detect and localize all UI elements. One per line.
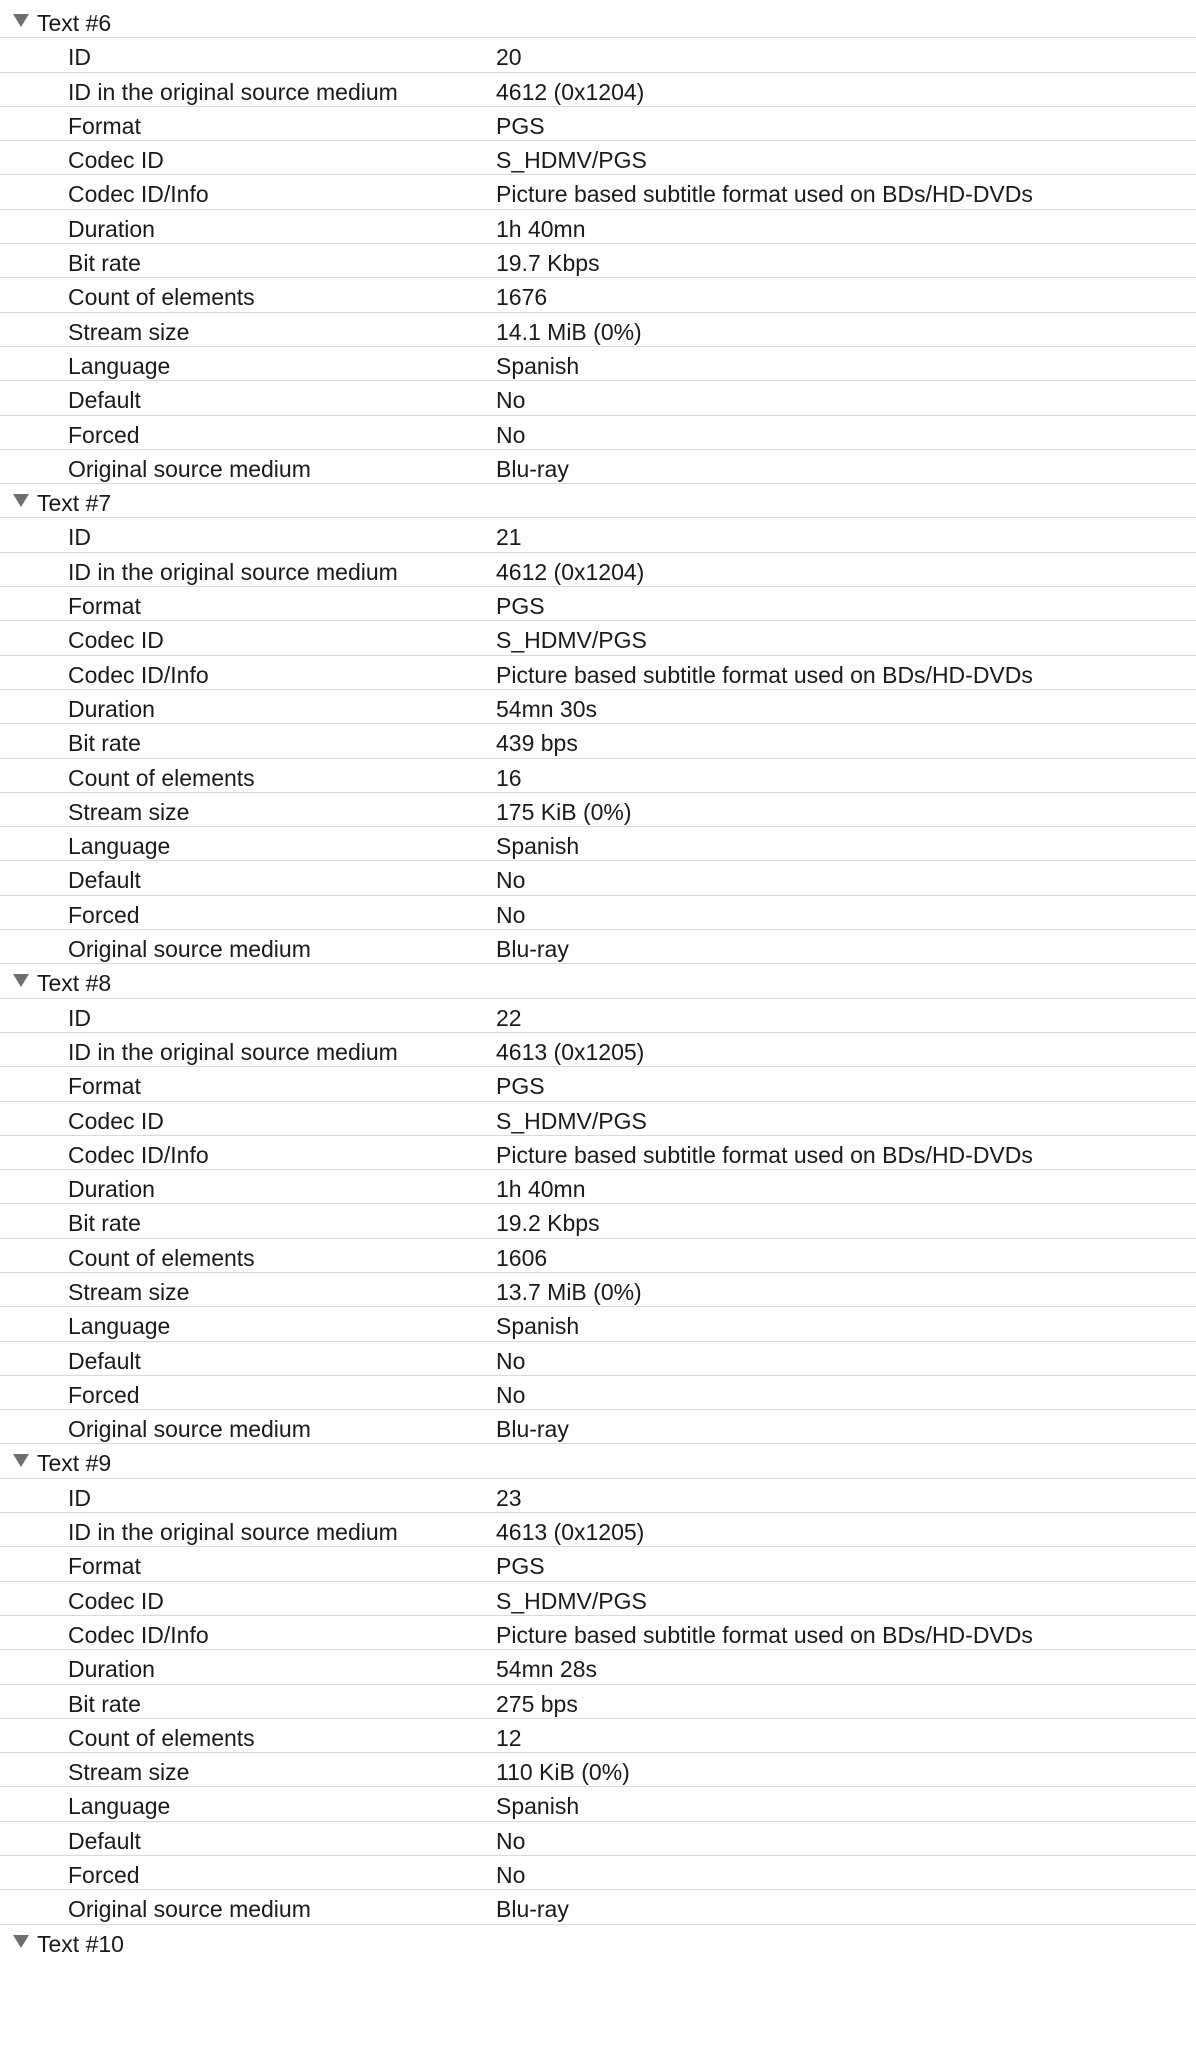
property-key: Original source medium (68, 1896, 311, 1923)
property-row[interactable] (0, 621, 1196, 655)
property-row[interactable] (0, 1273, 1196, 1307)
property-row[interactable] (0, 724, 1196, 758)
disclosure-triangle-icon[interactable] (13, 1454, 29, 1467)
property-value: 4612 (0x1204) (496, 558, 645, 585)
property-row[interactable] (0, 450, 1196, 484)
property-value: 12 (496, 1724, 522, 1751)
property-key: Stream size (68, 318, 190, 345)
property-row[interactable] (0, 861, 1196, 895)
property-value: 1676 (496, 284, 548, 311)
property-key: Codec ID (68, 627, 164, 654)
property-value: PGS (496, 1073, 545, 1100)
property-row[interactable] (0, 518, 1196, 552)
property-value: Spanish (496, 833, 580, 860)
property-key: ID (68, 1004, 91, 1031)
property-row[interactable] (0, 656, 1196, 690)
property-row[interactable] (0, 896, 1196, 930)
property-key: Forced (68, 1381, 140, 1408)
property-row[interactable] (0, 1513, 1196, 1547)
property-key: Duration (68, 1656, 155, 1683)
property-row[interactable] (0, 1204, 1196, 1238)
property-key: Bit rate (68, 250, 141, 277)
disclosure-triangle-icon[interactable] (13, 494, 29, 507)
section-row[interactable] (0, 484, 1196, 518)
property-value: 4613 (0x1205) (496, 1038, 645, 1065)
property-key: Codec ID/Info (68, 1621, 209, 1648)
property-key: Count of elements (68, 1244, 255, 1271)
section-title: Text #6 (37, 10, 112, 36)
property-key: Codec ID/Info (68, 181, 209, 208)
property-key: Count of elements (68, 284, 255, 311)
property-value: S_HDMV/PGS (496, 1107, 647, 1134)
property-value: Picture based subtitle format used on BDs/HD-DVDs (496, 181, 1033, 208)
property-key: Duration (68, 695, 155, 722)
property-key: Language (68, 352, 171, 379)
property-key: Forced (68, 901, 140, 928)
property-key: Default (68, 867, 141, 894)
property-key: ID (68, 44, 91, 71)
property-value: Spanish (496, 1793, 580, 1820)
property-value: PGS (496, 112, 545, 139)
property-value: Blu-ray (496, 455, 569, 482)
property-row[interactable] (0, 1787, 1196, 1821)
property-row[interactable] (0, 999, 1196, 1033)
property-key: Format (68, 112, 141, 139)
property-row[interactable] (0, 759, 1196, 793)
property-key: Codec ID (68, 1107, 164, 1134)
property-row[interactable] (0, 1102, 1196, 1136)
property-key: Language (68, 1793, 171, 1820)
property-key: Original source medium (68, 936, 311, 963)
property-row[interactable] (0, 793, 1196, 827)
property-value: 19.2 Kbps (496, 1210, 600, 1237)
property-key: Default (68, 1827, 141, 1854)
property-value: 20 (496, 44, 522, 71)
property-row[interactable] (0, 1856, 1196, 1890)
property-value: No (496, 901, 526, 928)
property-value: 110 KiB (0%) (496, 1759, 630, 1786)
property-value: No (496, 1862, 526, 1889)
section-row[interactable] (0, 1444, 1196, 1478)
property-row[interactable] (0, 278, 1196, 312)
property-row[interactable] (0, 1753, 1196, 1787)
property-row[interactable] (0, 210, 1196, 244)
property-row[interactable] (0, 1582, 1196, 1616)
property-row[interactable] (0, 1410, 1196, 1444)
section-title: Text #9 (37, 1450, 112, 1477)
property-value: 4613 (0x1205) (496, 1519, 645, 1546)
section-row[interactable] (0, 4, 1196, 38)
property-row[interactable] (0, 38, 1196, 72)
property-key: Codec ID (68, 1587, 164, 1614)
property-value: No (496, 421, 526, 448)
property-row[interactable] (0, 1650, 1196, 1684)
property-row[interactable] (0, 690, 1196, 724)
property-key: Duration (68, 1176, 155, 1203)
section-row[interactable] (0, 964, 1196, 998)
property-row[interactable] (0, 313, 1196, 347)
property-row[interactable] (0, 1307, 1196, 1341)
property-key: Default (68, 387, 141, 414)
property-value: No (496, 387, 526, 414)
property-key: Stream size (68, 1278, 190, 1305)
property-row[interactable] (0, 1136, 1196, 1170)
property-row[interactable] (0, 141, 1196, 175)
property-key: Format (68, 1553, 141, 1580)
property-value: 439 bps (496, 730, 578, 757)
property-key: Format (68, 593, 141, 620)
property-value: No (496, 1827, 526, 1854)
property-row[interactable] (0, 1342, 1196, 1376)
property-value: 4612 (0x1204) (496, 78, 645, 105)
property-row[interactable] (0, 381, 1196, 415)
property-row[interactable] (0, 827, 1196, 861)
property-key: Count of elements (68, 1724, 255, 1751)
property-row[interactable] (0, 175, 1196, 209)
property-key: Bit rate (68, 1690, 141, 1717)
property-value: 14.1 MiB (0%) (496, 318, 642, 345)
property-key: Codec ID/Info (68, 661, 209, 688)
property-value: Picture based subtitle format used on BDs/HD-DVDs (496, 661, 1033, 688)
property-value: S_HDMV/PGS (496, 627, 647, 654)
property-row[interactable] (0, 1616, 1196, 1650)
property-key: Codec ID/Info (68, 1141, 209, 1168)
property-value: Blu-ray (496, 936, 569, 963)
property-key: Forced (68, 1862, 140, 1889)
property-value: Spanish (496, 1313, 580, 1340)
property-key: Language (68, 1313, 171, 1340)
property-row[interactable] (0, 347, 1196, 381)
property-key: Bit rate (68, 730, 141, 757)
section-title: Text #10 (37, 1930, 124, 1957)
property-row[interactable] (0, 1890, 1196, 1924)
property-value: 175 KiB (0%) (496, 798, 632, 825)
property-row[interactable] (0, 1067, 1196, 1101)
property-value: 1606 (496, 1244, 548, 1271)
property-value: S_HDMV/PGS (496, 147, 647, 174)
property-key: Original source medium (68, 455, 311, 482)
property-row[interactable] (0, 1033, 1196, 1067)
property-key: Stream size (68, 1759, 190, 1786)
section-title: Text #8 (37, 970, 112, 997)
property-key: ID in the original source medium (68, 1038, 398, 1065)
property-key: Stream size (68, 798, 190, 825)
property-value: 16 (496, 764, 522, 791)
property-key: Duration (68, 215, 155, 242)
property-key: ID in the original source medium (68, 78, 398, 105)
section-row[interactable] (0, 1925, 1196, 1959)
property-key: ID in the original source medium (68, 558, 398, 585)
property-row[interactable] (0, 930, 1196, 964)
property-row[interactable] (0, 1479, 1196, 1513)
property-value: 275 bps (496, 1690, 578, 1717)
property-row[interactable] (0, 107, 1196, 141)
property-row[interactable] (0, 1239, 1196, 1273)
property-key: Original source medium (68, 1416, 311, 1443)
section-title: Text #7 (37, 490, 112, 517)
property-row[interactable] (0, 587, 1196, 621)
property-value: PGS (496, 593, 545, 620)
property-value: 1h 40mn (496, 1176, 586, 1203)
property-key: ID (68, 1484, 91, 1511)
disclosure-triangle-icon[interactable] (13, 14, 29, 27)
property-value: No (496, 1381, 526, 1408)
property-value: 23 (496, 1484, 522, 1511)
property-value: 54mn 28s (496, 1656, 598, 1683)
property-value: 19.7 Kbps (496, 250, 600, 277)
property-row[interactable] (0, 244, 1196, 278)
property-key: Forced (68, 421, 140, 448)
property-row[interactable] (0, 73, 1196, 107)
property-value: No (496, 867, 526, 894)
property-row[interactable] (0, 1685, 1196, 1719)
property-row[interactable] (0, 553, 1196, 587)
property-key: Format (68, 1073, 141, 1100)
property-key: Bit rate (68, 1210, 141, 1237)
property-key: ID (68, 524, 91, 551)
property-value: 21 (496, 524, 522, 551)
property-row[interactable] (0, 416, 1196, 450)
property-value: 13.7 MiB (0%) (496, 1278, 642, 1305)
property-key: Count of elements (68, 764, 255, 791)
property-value: No (496, 1347, 526, 1374)
property-value: 22 (496, 1004, 522, 1031)
property-value: 1h 40mn (496, 215, 586, 242)
property-value: Picture based subtitle format used on BDs/HD-DVDs (496, 1621, 1033, 1648)
property-row[interactable] (0, 1547, 1196, 1581)
property-value: Blu-ray (496, 1896, 569, 1923)
property-value: Spanish (496, 352, 580, 379)
disclosure-triangle-icon[interactable] (13, 974, 29, 987)
disclosure-triangle-icon[interactable] (13, 1935, 29, 1948)
property-key: ID in the original source medium (68, 1519, 398, 1546)
property-value: Picture based subtitle format used on BDs/HD-DVDs (496, 1141, 1033, 1168)
property-key: Default (68, 1347, 141, 1374)
property-value: 54mn 30s (496, 695, 598, 722)
property-row[interactable] (0, 1719, 1196, 1753)
property-key: Language (68, 833, 171, 860)
property-value: S_HDMV/PGS (496, 1587, 647, 1614)
property-value: Blu-ray (496, 1416, 569, 1443)
property-row[interactable] (0, 1822, 1196, 1856)
property-value: PGS (496, 1553, 545, 1580)
property-row[interactable] (0, 1170, 1196, 1204)
property-key: Codec ID (68, 147, 164, 174)
property-row[interactable] (0, 1376, 1196, 1410)
